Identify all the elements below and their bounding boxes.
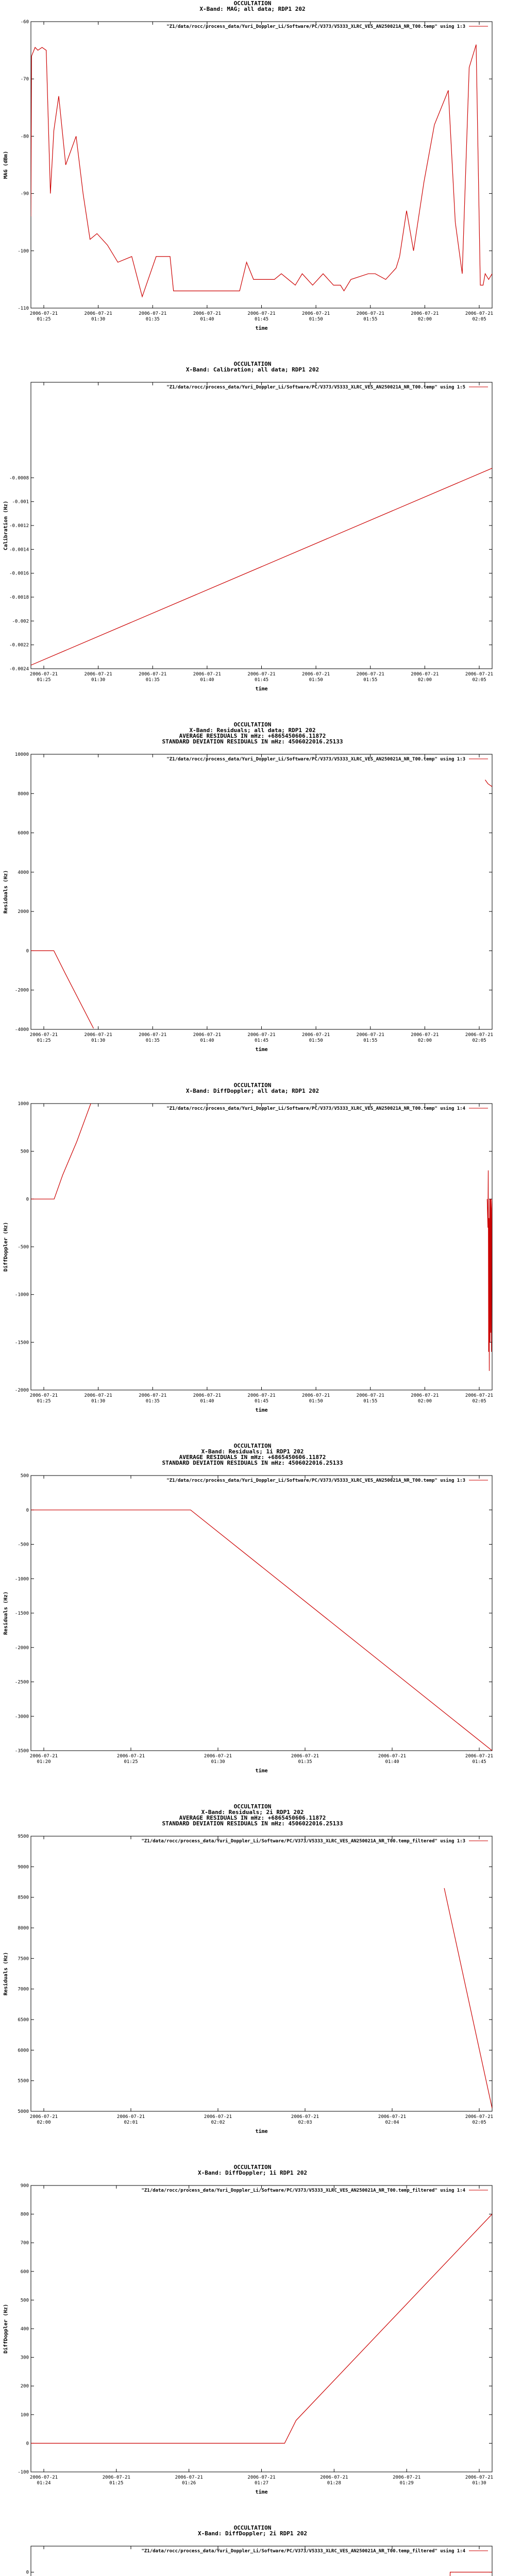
x-tick-label: 01:25: [109, 2481, 124, 2486]
y-tick-label: 400: [20, 2327, 29, 2332]
y-tick-label: -4000: [14, 1027, 29, 1032]
legend-label: "Z1/data/rocc/process_data/Yuri_Doppler_Li/Software/PC/V373/V5333_XLRC_VES_AN250021A_NR_T00.temp" using 1:5: [166, 385, 465, 390]
y-tick-label: 9000: [18, 1865, 29, 1870]
plot-frame: [31, 754, 492, 1029]
y-tick-label: 8500: [18, 1895, 29, 1901]
x-tick-label: 2006-07-21: [84, 1393, 112, 1398]
x-tick-label: 01:24: [37, 2481, 51, 2486]
legend-label: "Z1/data/rocc/process_data/Yuri_Doppler_Li/Software/PC/V373/V5333_XLRC_VES_AN250021A_NR_T00.temp_filtered" using 1:3: [141, 1839, 465, 1844]
x-tick-label: 01:50: [309, 677, 323, 683]
x-tick-label: 01:30: [91, 1399, 106, 1404]
x-tick-label: 2006-07-21: [465, 311, 494, 316]
y-tick-label: 6000: [18, 831, 29, 836]
y-tick-label: -90: [20, 191, 29, 197]
series-line: [444, 1888, 492, 2108]
x-tick-label: 01:25: [37, 317, 51, 322]
x-tick-label: 2006-07-21: [193, 672, 221, 677]
plot-frame: [31, 22, 492, 308]
plot-frame: [31, 1476, 492, 1751]
y-tick-label: -500: [18, 1542, 29, 1548]
x-tick-label: 01:30: [472, 2481, 486, 2486]
plot-panel: [0, 0, 505, 361]
x-tick-label: 01:55: [363, 1399, 378, 1404]
x-tick-label: 01:45: [254, 677, 269, 683]
y-tick-label: -0.0012: [9, 523, 29, 529]
x-tick-label: 2006-07-21: [465, 1032, 494, 1038]
y-tick-label: 1000: [18, 1101, 29, 1107]
x-tick-label: 2006-07-21: [411, 311, 439, 316]
x-tick-label: 2006-07-21: [175, 2475, 203, 2480]
x-tick-label: 02:01: [124, 2120, 138, 2125]
x-tick-label: 01:50: [309, 317, 323, 322]
y-tick-label: 500: [20, 1473, 29, 1479]
x-axis-label: time: [255, 1768, 268, 1774]
x-tick-label: 01:20: [37, 1759, 51, 1765]
x-tick-label: 01:25: [37, 1038, 51, 1043]
x-tick-label: 2006-07-21: [84, 672, 112, 677]
x-tick-label: 02:05: [472, 2120, 486, 2125]
x-tick-label: 01:55: [363, 677, 378, 683]
x-tick-label: 01:25: [37, 677, 51, 683]
x-tick-label: 2006-07-21: [378, 1754, 407, 1759]
x-axis-label: time: [255, 326, 268, 331]
chart-diffdoppler-all: [0, 1082, 505, 1443]
x-tick-label: 01:50: [309, 1399, 323, 1404]
y-tick-label: 8000: [18, 1926, 29, 1931]
y-tick-label: -60: [20, 20, 29, 25]
chart-residuals-all: [0, 721, 505, 1082]
series-line: [31, 468, 492, 665]
x-tick-label: 2006-07-21: [139, 672, 167, 677]
x-tick-label: 2006-07-21: [291, 2114, 319, 2120]
x-tick-label: 2006-07-21: [247, 311, 276, 316]
y-tick-label: -0.0018: [9, 595, 29, 600]
plot-frame: [31, 1104, 492, 1390]
x-tick-label: 01:50: [309, 1038, 323, 1043]
chart-subtitle: X-Band: DiffDoppler; 1i RDP1 202: [198, 2170, 307, 2176]
plot-frame: [31, 382, 492, 669]
series-line: [31, 1510, 492, 1751]
y-tick-label: 500: [20, 1149, 29, 1155]
x-tick-label: 2006-07-21: [139, 1032, 167, 1038]
x-tick-label: 02:02: [211, 2120, 225, 2125]
y-tick-label: -0.002: [12, 619, 29, 624]
y-tick-label: 4000: [18, 870, 29, 875]
y-tick-label: 900: [20, 2183, 29, 2189]
x-tick-label: 01:30: [91, 677, 106, 683]
y-tick-label: -100: [18, 2470, 29, 2475]
x-tick-label: 01:26: [182, 2481, 196, 2486]
x-tick-label: 02:04: [385, 2120, 399, 2125]
x-tick-label: 2006-07-21: [29, 2114, 58, 2120]
x-tick-label: 2006-07-21: [29, 1754, 58, 1759]
chart-mag: [0, 0, 505, 361]
y-tick-label: -1000: [14, 1577, 29, 1582]
x-axis-label: time: [255, 2489, 268, 2495]
chart-subtitle: X-Band: DiffDoppler; all data; RDP1 202: [186, 1088, 319, 1094]
legend-label: "Z1/data/rocc/process_data/Yuri_Doppler_Li/Software/PC/V373/V5333_XLRC_VES_AN250021A_NR_T00.temp_filtered" using 1:4: [141, 2188, 465, 2193]
chart-residuals-1i: [0, 1443, 505, 1803]
y-tick-label: 7000: [18, 1987, 29, 1992]
plot-panel: [0, 2164, 505, 2524]
chart-title: OCCULTATION: [233, 1443, 272, 1449]
x-tick-label: 2006-07-21: [116, 2114, 145, 2120]
x-axis-label: time: [255, 2129, 268, 2134]
series-line: [425, 2572, 454, 2576]
x-tick-label: 01:28: [327, 2481, 341, 2486]
y-tick-label: -0.0024: [9, 667, 29, 672]
chart-subtitle: X-Band: DiffDoppler; 2i RDP1 202: [198, 2530, 307, 2537]
y-tick-label: -0.0008: [9, 476, 29, 481]
x-tick-label: 2006-07-21: [302, 672, 330, 677]
y-tick-label: 0: [26, 2570, 29, 2575]
x-tick-label: 02:05: [472, 677, 486, 683]
x-tick-label: 2006-07-21: [204, 1754, 232, 1759]
plot-frame: [31, 1836, 492, 2111]
chart-subtitle: X-Band: MAG; all data; RDP1 202: [199, 6, 306, 12]
y-tick-label: -1500: [14, 1611, 29, 1616]
x-tick-label: 01:35: [145, 1038, 160, 1043]
chart-title: OCCULTATION: [233, 361, 272, 367]
x-tick-label: 01:30: [91, 317, 106, 322]
x-tick-label: 02:00: [37, 2120, 51, 2125]
y-tick-label: 500: [20, 2298, 29, 2303]
x-tick-label: 2006-07-21: [465, 1754, 494, 1759]
y-axis-label: Residuals (Hz): [3, 1591, 9, 1635]
x-tick-label: 2006-07-21: [356, 672, 384, 677]
legend-label: "Z1/data/rocc/process_data/Yuri_Doppler_Li/Software/PC/V373/V5333_XLRC_VES_AN250021A_NR_T00.temp" using 1:3: [166, 1478, 465, 1483]
plot-panel: [0, 2524, 505, 2576]
x-tick-label: 01:45: [254, 1038, 269, 1043]
x-tick-label: 02:00: [417, 1399, 432, 1404]
y-axis-label: DiffDoppler (Hz): [3, 1222, 9, 1272]
x-tick-label: 01:25: [124, 1759, 138, 1765]
y-axis-label: Calibration (Hz): [3, 500, 9, 551]
y-tick-label: 9500: [18, 1834, 29, 1839]
chart-title: OCCULTATION: [233, 1082, 272, 1089]
x-tick-label: 2006-07-21: [247, 672, 276, 677]
x-tick-label: 01:27: [254, 2481, 269, 2486]
x-tick-label: 01:40: [200, 677, 214, 683]
chart-title: OCCULTATION: [233, 2164, 272, 2171]
y-tick-label: -0.0022: [9, 642, 29, 648]
y-tick-label: -0.0016: [9, 571, 29, 577]
x-tick-label: 01:40: [200, 1399, 214, 1404]
x-tick-label: 01:55: [363, 317, 378, 322]
x-tick-label: 2006-07-21: [29, 672, 58, 677]
y-tick-label: -2500: [14, 1680, 29, 1685]
x-tick-label: 2006-07-21: [378, 2114, 407, 2120]
x-tick-label: 2006-07-21: [116, 1754, 145, 1759]
legend-label: "Z1/data/rocc/process_data/Yuri_Doppler_Li/Software/PC/V373/V5333_XLRC_VES_AN250021A_NR_T00.temp" using 1:3: [166, 24, 465, 29]
y-tick-label: 10000: [14, 752, 29, 757]
y-tick-label: 8000: [18, 791, 29, 797]
chart-title: OCCULTATION: [233, 2524, 272, 2531]
x-tick-label: 01:25: [37, 1399, 51, 1404]
x-tick-label: 2006-07-21: [247, 2475, 276, 2480]
series-line: [485, 780, 493, 787]
y-tick-label: 300: [20, 2355, 29, 2361]
y-tick-label: -1000: [14, 1292, 29, 1298]
x-tick-label: 02:05: [472, 317, 486, 322]
x-tick-label: 2006-07-21: [84, 311, 112, 316]
y-tick-label: 700: [20, 2241, 29, 2246]
x-tick-label: 02:05: [472, 1399, 486, 1404]
x-tick-label: 01:45: [254, 317, 269, 322]
y-tick-label: 5000: [18, 2109, 29, 2114]
x-tick-label: 01:35: [298, 1759, 312, 1765]
y-tick-label: -3000: [14, 1714, 29, 1720]
x-tick-label: 2006-07-21: [356, 1032, 384, 1038]
chart-stat-line: STANDARD DEVIATION RESIDUALS IN mHz: 4506022016.25133: [162, 738, 343, 745]
x-tick-label: 2006-07-21: [193, 1032, 221, 1038]
y-axis-label: Residuals (Hz): [3, 870, 9, 914]
x-tick-label: 01:40: [385, 1759, 399, 1765]
y-tick-label: 0: [26, 1507, 29, 1513]
x-tick-label: 2006-07-21: [465, 2475, 494, 2480]
y-tick-label: 200: [20, 2384, 29, 2389]
y-tick-label: -80: [20, 134, 29, 140]
x-tick-label: 2006-07-21: [302, 311, 330, 316]
y-axis-label: DiffDoppler (Hz): [3, 2303, 9, 2354]
chart-subtitle: X-Band: Residuals; 1i RDP1 202: [201, 1448, 304, 1455]
x-tick-label: 01:30: [211, 1759, 225, 1765]
y-tick-label: -1500: [14, 1340, 29, 1346]
chart-subtitle: X-Band: Residuals; all data; RDP1 202: [189, 727, 316, 734]
y-tick-label: -3500: [14, 1749, 29, 1754]
y-tick-label: 0: [26, 2441, 29, 2447]
x-tick-label: 02:03: [298, 2120, 312, 2125]
chart-residuals-2i: [0, 1803, 505, 2164]
x-tick-label: 01:30: [91, 1038, 106, 1043]
chart-stat-line: AVERAGE RESIDUALS IN mHz: +6865450606.11872: [179, 1454, 326, 1461]
y-tick-label: 2000: [18, 909, 29, 915]
y-tick-label: 100: [20, 2412, 29, 2418]
plot-panel: [0, 721, 505, 1082]
x-tick-label: 01:45: [254, 1399, 269, 1404]
y-tick-label: -100: [18, 248, 29, 254]
chart-stat-line: AVERAGE RESIDUALS IN mHz: +6865450606.11872: [179, 733, 326, 739]
x-tick-label: 2006-07-21: [320, 2475, 348, 2480]
x-tick-label: 2006-07-21: [139, 311, 167, 316]
x-tick-label: 2006-07-21: [356, 311, 384, 316]
y-tick-label: -500: [18, 1245, 29, 1250]
x-tick-label: 01:29: [399, 2481, 414, 2486]
series-line: [31, 1104, 91, 1199]
x-axis-label: time: [255, 1408, 268, 1413]
x-tick-label: 01:35: [145, 317, 160, 322]
x-tick-label: 02:00: [417, 317, 432, 322]
x-tick-label: 2006-07-21: [302, 1393, 330, 1398]
y-tick-label: -2000: [14, 1645, 29, 1651]
chart-diffdoppler-2i: [0, 2524, 505, 2576]
x-axis-label: time: [255, 686, 268, 692]
y-tick-label: 800: [20, 2212, 29, 2217]
x-tick-label: 2006-07-21: [411, 1032, 439, 1038]
chart-title: OCCULTATION: [233, 721, 272, 728]
y-axis-label: MAG (dBm): [3, 150, 9, 179]
y-tick-label: -2000: [14, 1388, 29, 1393]
legend-label: "Z1/data/rocc/process_data/Yuri_Doppler_Li/Software/PC/V373/V5333_XLRC_VES_AN250021A_NR_T00.temp" using 1:4: [166, 1106, 465, 1111]
y-tick-label: 0: [26, 1197, 29, 1202]
x-tick-label: 2006-07-21: [102, 2475, 130, 2480]
x-tick-label: 2006-07-21: [465, 2114, 494, 2120]
x-tick-label: 2006-07-21: [356, 1393, 384, 1398]
x-tick-label: 2006-07-21: [139, 1393, 167, 1398]
x-tick-label: 2006-07-21: [393, 2475, 421, 2480]
series-line: [31, 951, 94, 1028]
chart-subtitle: X-Band: Residuals; 2i RDP1 202: [201, 1809, 304, 1816]
y-tick-label: 0: [26, 948, 29, 954]
y-axis-label: Residuals (Hz): [3, 1952, 9, 1996]
chart-calibration: [0, 361, 505, 721]
plot-panel: [0, 1803, 505, 2164]
x-tick-label: 2006-07-21: [29, 2475, 58, 2480]
x-tick-label: 2006-07-21: [411, 1393, 439, 1398]
x-tick-label: 01:45: [472, 1759, 486, 1765]
x-tick-label: 2006-07-21: [204, 2114, 232, 2120]
legend-label: "Z1/data/rocc/process_data/Yuri_Doppler_Li/Software/PC/V373/V5333_XLRC_VES_AN250021A_NR_T00.temp" using 1:3: [166, 757, 465, 762]
y-tick-label: 6000: [18, 2048, 29, 2054]
x-tick-label: 2006-07-21: [465, 672, 494, 677]
chart-stat-line: STANDARD DEVIATION RESIDUALS IN mHz: 4506022016.25133: [162, 1820, 343, 1827]
x-tick-label: 01:35: [145, 677, 160, 683]
x-axis-label: time: [255, 1047, 268, 1053]
plot-frame: [31, 2185, 492, 2472]
plot-panel: [0, 1082, 505, 1443]
series-line: [31, 45, 492, 297]
legend-label: "Z1/data/rocc/process_data/Yuri_Doppler_Li/Software/PC/V373/V5333_XLRC_VES_AN250021A_NR_T00.temp_filtered" using 1:4: [141, 2549, 465, 2554]
y-tick-label: -0.0014: [9, 547, 29, 553]
x-tick-label: 02:00: [417, 1038, 432, 1043]
y-tick-label: -110: [18, 306, 29, 311]
y-tick-label: 600: [20, 2269, 29, 2275]
plot-panel: [0, 361, 505, 721]
chart-stat-line: STANDARD DEVIATION RESIDUALS IN mHz: 4506022016.25133: [162, 1460, 343, 1466]
x-tick-label: 2006-07-21: [193, 1393, 221, 1398]
x-tick-label: 2006-07-21: [247, 1032, 276, 1038]
x-tick-label: 2006-07-21: [29, 1032, 58, 1038]
x-tick-label: 01:40: [200, 1038, 214, 1043]
x-tick-label: 2006-07-21: [411, 672, 439, 677]
chart-subtitle: X-Band: Calibration; all data; RDP1 202: [186, 366, 319, 373]
x-tick-label: 2006-07-21: [302, 1032, 330, 1038]
series-line: [31, 2214, 492, 2444]
y-tick-label: 7500: [18, 1956, 29, 1962]
chart-stat-line: AVERAGE RESIDUALS IN mHz: +6865450606.11872: [179, 1815, 326, 1821]
chart-title: OCCULTATION: [233, 0, 272, 7]
x-tick-label: 2006-07-21: [84, 1032, 112, 1038]
chart-diffdoppler-1i: [0, 2164, 505, 2524]
x-tick-label: 2006-07-21: [247, 1393, 276, 1398]
x-tick-label: 2006-07-21: [193, 311, 221, 316]
plot-panel: [0, 1443, 505, 1803]
x-tick-label: 2006-07-21: [29, 1393, 58, 1398]
series-line: [487, 1171, 492, 1371]
y-tick-label: -70: [20, 77, 29, 82]
x-tick-label: 01:55: [363, 1038, 378, 1043]
x-tick-label: 2006-07-21: [291, 1754, 319, 1759]
x-tick-label: 2006-07-21: [465, 1393, 494, 1398]
y-tick-label: -2000: [14, 988, 29, 993]
x-tick-label: 02:05: [472, 1038, 486, 1043]
chart-title: OCCULTATION: [233, 1803, 272, 1810]
x-tick-label: 01:35: [145, 1399, 160, 1404]
y-tick-label: 5500: [18, 2078, 29, 2084]
x-tick-label: 02:00: [417, 677, 432, 683]
y-tick-label: -0.001: [12, 499, 29, 505]
x-tick-label: 2006-07-21: [29, 311, 58, 316]
x-tick-label: 01:40: [200, 317, 214, 322]
y-tick-label: 6500: [18, 2018, 29, 2023]
